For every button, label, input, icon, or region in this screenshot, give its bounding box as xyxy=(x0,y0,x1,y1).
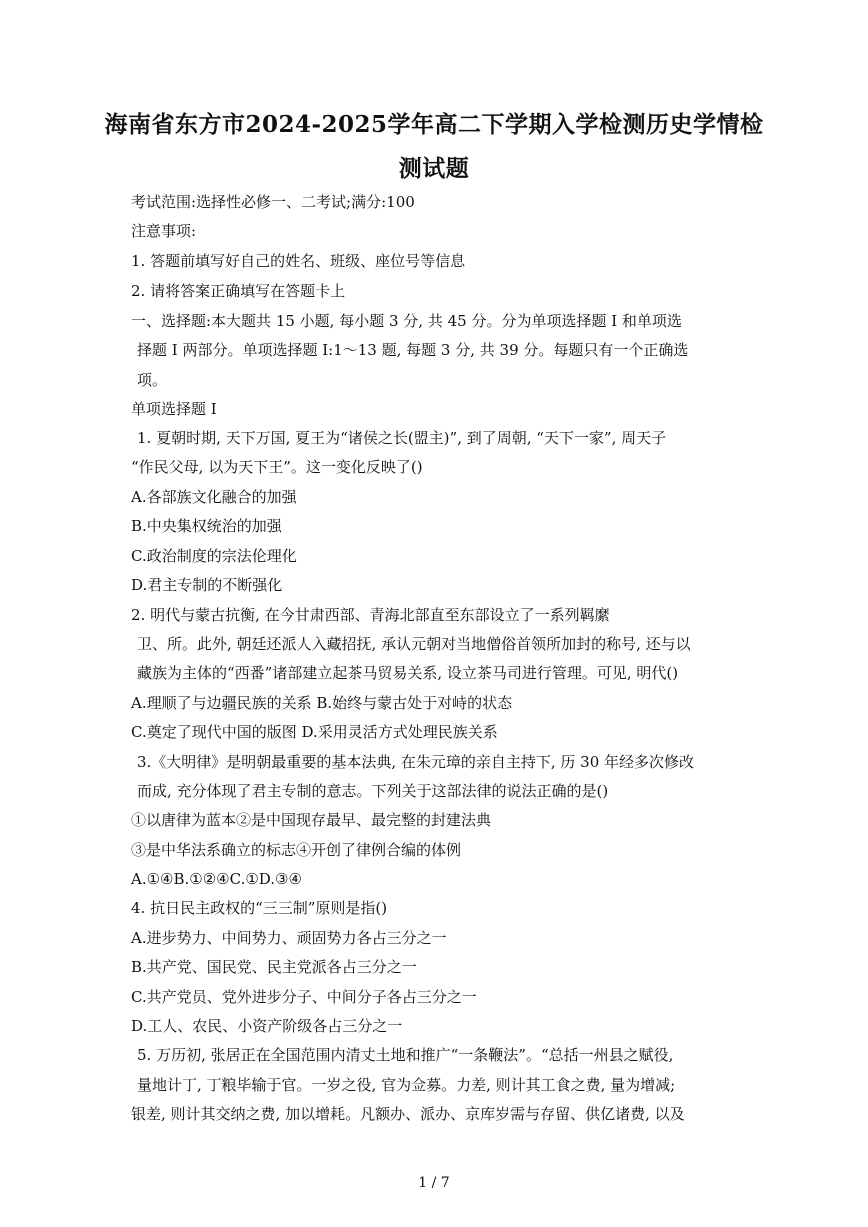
question-1-option-a: A.各部族文化融合的加强 xyxy=(131,488,297,506)
question-2-options-ab: A.理顺了与边疆民族的关系 B.始终与蒙古处于对峙的状态 xyxy=(131,694,513,712)
document-title-line-2: 测试题 xyxy=(398,155,470,182)
section-heading: 单项选择题 I xyxy=(131,400,217,418)
question-5-stem: 5. 万历初, 张居正在全国范围内清丈土地和推广“一条鞭法”。“总括一州县之赋役, xyxy=(137,1046,674,1064)
exam-scope: 考试范围:选择性必修一、二考试;满分:100 xyxy=(131,193,415,211)
question-5-stem-cont-2: 银差, 则计其交纳之费, 加以增耗。凡额办、派办、京库岁需与存留、供亿诸费, 以及 xyxy=(131,1105,685,1123)
question-2-stem-end: 藏族为主体的“西番”诸部建立起茶马贸易关系, 设立茶马司进行管理。可见, 明代() xyxy=(137,664,679,682)
question-4-option-b: B.共产党、国民党、民主党派各占三分之一 xyxy=(131,958,417,976)
question-3-statements-34: ③是中华法系确立的标志④开创了律例合编的体例 xyxy=(131,841,462,859)
question-3-statements-12: ①以唐律为蓝本②是中国现存最早、最完整的封建法典 xyxy=(131,811,492,829)
question-3-options: A.①④B.①②④C.①D.③④ xyxy=(131,870,302,888)
page-number: 1 / 7 xyxy=(418,1175,450,1191)
question-1-stem-cont: “作民父母, 以为天下王”。这一变化反映了() xyxy=(131,458,423,476)
question-4-option-c: C.共产党员、党外进步分子、中间分子各占三分之一 xyxy=(131,988,477,1006)
question-4-option-a: A.进步势力、中间势力、顽固势力各占三分之一 xyxy=(131,929,447,947)
notice-item-2: 2. 请将答案正确填写在答题卡上 xyxy=(131,282,346,300)
notice-heading: 注意事项: xyxy=(131,222,197,240)
question-1-option-d: D.君主专制的不断强化 xyxy=(131,576,283,594)
section-instructions-cont: 择题 I 两部分。单项选择题 I:1～13 题, 每题 3 分, 共 39 分。每题只有一个正确选 xyxy=(137,341,689,359)
question-2-options-cd: C.奠定了现代中国的版图 D.采用灵活方式处理民族关系 xyxy=(131,723,498,741)
notice-item-1: 1. 答题前填写好自己的姓名、班级、座位号等信息 xyxy=(131,252,466,270)
section-instructions: 一、选择题:本大题共 15 小题, 每小题 3 分, 共 45 分。分为单项选择题 I 和单项选 xyxy=(131,312,682,330)
section-instructions-end: 项。 xyxy=(137,371,168,389)
question-4-stem: 4. 抗日民主政权的“三三制”原则是指() xyxy=(131,899,388,917)
question-1-option-c: C.政治制度的宗法伦理化 xyxy=(131,547,297,565)
question-3-stem-cont: 而成, 充分体现了君主专制的意志。下列关于这部法律的说法正确的是() xyxy=(137,782,609,800)
question-4-option-d: D.工人、农民、小资产阶级各占三分之一 xyxy=(131,1017,403,1035)
question-2-stem-cont: 卫、所。此外, 朝廷还派人入藏招抚, 承认元朝对当地僧俗首领所加封的称号, 还与以 xyxy=(137,635,691,653)
question-1-stem: 1. 夏朝时期, 天下万国, 夏王为“诸侯之长(盟主)”, 到了周朝, “天下一家”, 周天子 xyxy=(137,429,667,447)
question-5-stem-cont: 量地计丁, 丁粮毕输于官。一岁之役, 官为佥募。力差, 则计其工食之费, 量为增减; xyxy=(137,1076,676,1094)
document-title-line-1: 海南省东方市2024-2025学年高二下学期入学检测历史学情检 xyxy=(104,111,764,138)
question-1-option-b: B.中央集权统治的加强 xyxy=(131,517,282,535)
question-2-stem: 2. 明代与蒙古抗衡, 在今甘肃西部、青海北部直至东部设立了一系列羁縻 xyxy=(131,606,610,624)
question-3-stem: 3.《大明律》是明朝最重要的基本法典, 在朱元璋的亲自主持下, 历 30 年经多次修改 xyxy=(137,753,695,771)
